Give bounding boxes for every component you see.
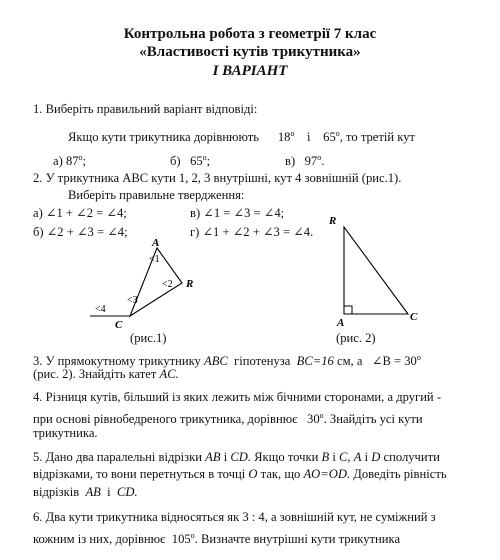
point: B — [321, 450, 330, 464]
q1-if: Якщо кути трикутника дорівнюють — [68, 130, 259, 145]
option-value: 87 — [65, 154, 79, 169]
text: гіпотенуза — [234, 354, 291, 369]
q2-option-g[interactable]: г) ∠1 + ∠2 + ∠3 = ∠4. — [190, 225, 314, 239]
q4-line1: 4. Різниця кутів, більший із яких лежить між бічними сторонами, а другий - — [33, 390, 442, 404]
q6-line1: 6. Два кути трикутника відносяться як 3 : 4, а зовнішній кут, не суміжний з — [33, 510, 436, 524]
right-triangle — [344, 227, 408, 314]
fig1-angle1: <1 — [149, 254, 160, 265]
fig1-angle4: <4 — [95, 304, 106, 315]
text: Доведіть рівність — [353, 467, 447, 481]
q2-option-a[interactable]: а) ∠1 + ∠2 = ∠4; — [33, 206, 127, 220]
text: см, а — [336, 354, 363, 369]
q1-then: , то третій кут — [339, 130, 415, 145]
angle-value: 30 — [307, 412, 320, 427]
segment: AB — [85, 485, 101, 499]
q1-and: і — [307, 130, 311, 145]
fig2-label-c: C — [410, 311, 418, 323]
text: і — [364, 450, 369, 464]
deg: o — [190, 531, 195, 540]
text: і — [223, 450, 228, 464]
right-angle-mark — [344, 306, 352, 314]
point: O — [248, 467, 258, 481]
q1-condition — [68, 125, 415, 146]
text: відрізками, то вони перетнуться в точці — [33, 467, 246, 481]
text: 3. У прямокутному трикутнику — [33, 354, 201, 369]
title-line2: «Властивості кутів трикутника» — [139, 44, 361, 60]
q6-line2 — [33, 527, 400, 548]
text: кожним із них, дорівнює — [33, 532, 166, 547]
fig1-label-r: R — [186, 278, 194, 290]
text: сполучити — [383, 450, 440, 464]
text: . Знайдіть усі кути — [323, 412, 423, 427]
fig1-angle2: <2 — [162, 279, 173, 290]
q1-angle1: 18 — [277, 130, 291, 145]
text: так, що — [260, 467, 301, 481]
q5-line2 — [33, 466, 447, 483]
segment: CD. — [116, 485, 138, 499]
angle-value: 105 — [171, 532, 191, 547]
fig1-caption: (рис.1) — [130, 331, 167, 345]
segment: CD. — [230, 450, 251, 464]
figure-2 — [320, 210, 440, 330]
fig2-label-r: R — [329, 215, 337, 227]
text: і — [332, 450, 336, 464]
q2-line1: 2. У трикутника ABC кути 1, 2, 3 внутрішні, кут 4 зовнішній (рис.1). — [33, 171, 402, 185]
q5-line3 — [33, 484, 138, 501]
point: D — [371, 450, 381, 464]
q2-option-v[interactable]: в) ∠1 = ∠3 = ∠4; — [190, 206, 285, 220]
q1-angle2: 65 — [323, 130, 336, 145]
equality: AO=OD. — [303, 467, 351, 481]
q1-option-b[interactable]: б) 65$^o$; — [170, 153, 211, 169]
variant-label: I ВАРІАНТ — [212, 63, 288, 79]
deg: o — [202, 153, 207, 162]
deg: o — [335, 129, 340, 138]
fig2-caption: (рис. 2) — [336, 331, 376, 345]
fig2-label-a: A — [337, 317, 345, 329]
text: (рис. 2). Знайдіть катет — [33, 367, 157, 381]
fig1-label-a: A — [152, 237, 160, 249]
q1-option-c[interactable]: в) 97$^o$. — [285, 153, 325, 169]
title-line1: Контрольна робота з геометрії 7 клас — [123, 26, 377, 42]
q2-option-b[interactable]: б) ∠2 + ∠3 = ∠4; — [33, 225, 128, 239]
option-label: б) — [170, 154, 181, 169]
fig1-angle3: <3 — [127, 295, 138, 306]
q1-option-a[interactable]: а) 87$^o$; — [53, 153, 87, 169]
deg: o — [317, 153, 322, 162]
fig1-label-c: C — [115, 319, 123, 331]
deg: o — [78, 153, 83, 162]
option-label: в) — [285, 154, 296, 169]
point: A — [353, 450, 362, 464]
q5-line1 — [33, 449, 440, 466]
text: при основі рівнобедреного трикутника, дорівнює — [33, 412, 298, 427]
text: відрізків — [33, 485, 80, 499]
option-label: а) — [53, 154, 63, 169]
text: . Визначте внутрішні кути трикутника — [194, 532, 401, 547]
text: і — [107, 485, 111, 499]
segment: AB — [205, 450, 221, 464]
deg: o — [416, 353, 421, 362]
text: Якщо точки — [254, 450, 319, 464]
q3-line2 — [33, 366, 179, 383]
angle-value: ∠B = 30 — [371, 354, 417, 369]
q2-line2: Виберіть правильне твердження: — [68, 188, 245, 202]
triangle-name: ABC — [204, 354, 228, 369]
point: C, — [339, 450, 351, 464]
q4-line3: трикутника. — [33, 426, 98, 440]
deg: o — [290, 129, 295, 138]
leg-name: AC. — [159, 367, 179, 381]
deg: o — [319, 411, 324, 420]
q1-text: 1. Виберіть правильний варіант відповіді: — [33, 102, 258, 116]
hypotenuse-value: BC=16 — [296, 354, 334, 369]
option-value: 97 — [304, 154, 318, 169]
option-value: 65 — [190, 154, 203, 169]
text: 5. Дано два паралельні відрізки — [33, 450, 202, 464]
